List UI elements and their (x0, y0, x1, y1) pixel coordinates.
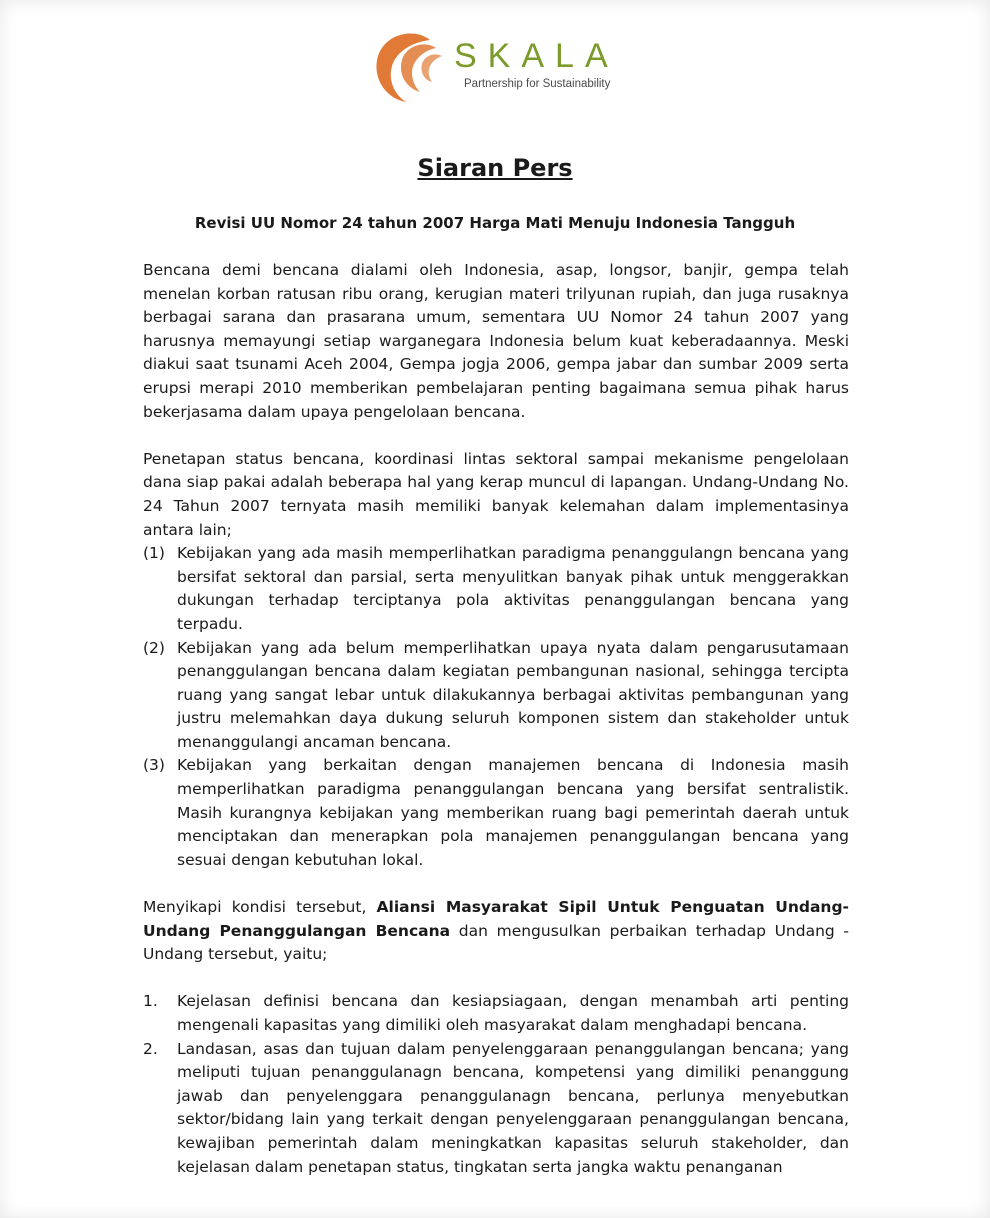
document-title: Siaran Pers (417, 154, 573, 182)
weaknesses-list (143, 542, 849, 872)
document-body (143, 259, 849, 1179)
list-item-text: Kebijakan yang berkaitan dengan manajemen bencana di Indonesia masih memperlihatkan paradigma penanggulangan bencana yang bersifat sentralistik. Masih kurangnya kebijakan yang memberikan ruang bagi pemerintah daerah untuk menciptakan dan menerapkan pola manajemen penanggulangan bencana yang sesuai dengan kebutuhan lokal. (177, 756, 849, 869)
paragraph-gap (143, 424, 849, 448)
paragraph-weaknesses-intro: Penetapan status bencana, koordinasi lintas sektoral sampai mekanisme pengelolaan dana siap pakai adalah beberapa hal yang kerap muncul di lapangan. Undang-Undang No. 24 Tahun 2007 ternyata masih memiliki banyak kelemahan dalam implementasinya antara lain; (143, 449, 849, 539)
logo-tagline: Partnership for Sustainability (464, 78, 611, 90)
list-item (143, 542, 849, 636)
list-item-text: Kebijakan yang ada masih memperlihatkan paradigma penanggulangn bencana yang bersifat sektoral dan parsial, serta menyulitkan banyak pihak untuk menggerakkan dukungan terhadap terciptanya pola aktivitas penanggulangan bencana yang terpadu. (177, 544, 849, 633)
proposals-list (143, 990, 849, 1179)
document-subtitle: Revisi UU Nomor 24 tahun 2007 Harga Mati Menuju Indonesia Tangguh (194, 214, 796, 232)
paragraph-gap (143, 872, 849, 896)
list-marker: 1. (143, 992, 158, 1011)
list-marker: 2. (143, 1039, 158, 1058)
logo-wordmark: SKALA (454, 37, 619, 75)
list-item-text: Landasan, asas dan tujuan dalam penyelenggaraan penanggulangan bencana; yang meliputi tujuan penanggulanagn bencana, kompetensi yang dimiliki penanggung jawab dan penyelenggara penanggulanagn bencana, perlunya menyebutkan sektor/bidang lain yang terkait dengan penyelenggaraan penanggulangan bencana, kewajiban pemerintah dalam meningkatkan kapasitas seluruh stakeholder, dan kejelasan dalam penetapan status, tingkatan serta jangka waktu penanganan (177, 1039, 849, 1176)
list-item (143, 637, 849, 755)
list-item-text: Kebijakan yang ada belum memperlihatkan upaya nyata dalam pengarusutamaan penanggulangan bencana dalam kegiatan pembangunan nasional, sehingga tercipta ruang yang sangat lebar untuk dilakukannya berbagai aktivitas pembangunan yang justru melemahkan daya dukung seluruh komponen sistem dan stakeholder untuk menanggulangi ancaman bencana. (177, 638, 849, 751)
alliance-lead-text: Menyikapi kondisi tersebut, (143, 898, 377, 917)
swirl-logo-icon (372, 26, 452, 104)
paragraph-gap (143, 967, 849, 991)
list-item (143, 1038, 849, 1180)
paragraph-intro: Bencana demi bencana dialami oleh Indonesia, asap, longsor, banjir, gempa telah menelan korban ratusan ribu orang, kerugian materi trilyunan rupiah, dan juga rusaknya berbagai sarana dan prasarana umum, sementara UU Nomor 24 tahun 2007 yang harusnya memayungi setiap warganegara Indonesia belum kuat keberadaannya. Meski diakui saat tsunami Aceh 2004, Gempa jogja 2006, gempa jabar dan sumbar 2009 serta erupsi merapi 2010 memberikan pembelajaran penting bagaimana semua pihak harus bekerjasama dalam upaya pengelolaan bencana. (143, 261, 849, 421)
list-item (143, 990, 849, 1037)
list-item-text: Kejelasan definisi bencana dan kesiapsiagaan, dengan menambah arti penting mengenali kapasitas yang dimiliki oleh masyarakat dalam menghadapi bencana. (177, 992, 849, 1034)
alliance-tail-text: dan mengusulkan perbaikan terhadap Undang - Undang tersebut, yaitu; (143, 921, 850, 964)
list-marker: (3) (143, 756, 165, 775)
list-item (143, 754, 849, 872)
list-marker: (1) (143, 544, 165, 563)
alliance-name: Aliansi Masyarakat Sipil Untuk Penguatan Undang-Undang Penanggulangan Bencana (143, 898, 849, 940)
skala-logo (372, 26, 632, 104)
paragraph-alliance (143, 896, 849, 967)
list-marker: (2) (143, 638, 165, 657)
